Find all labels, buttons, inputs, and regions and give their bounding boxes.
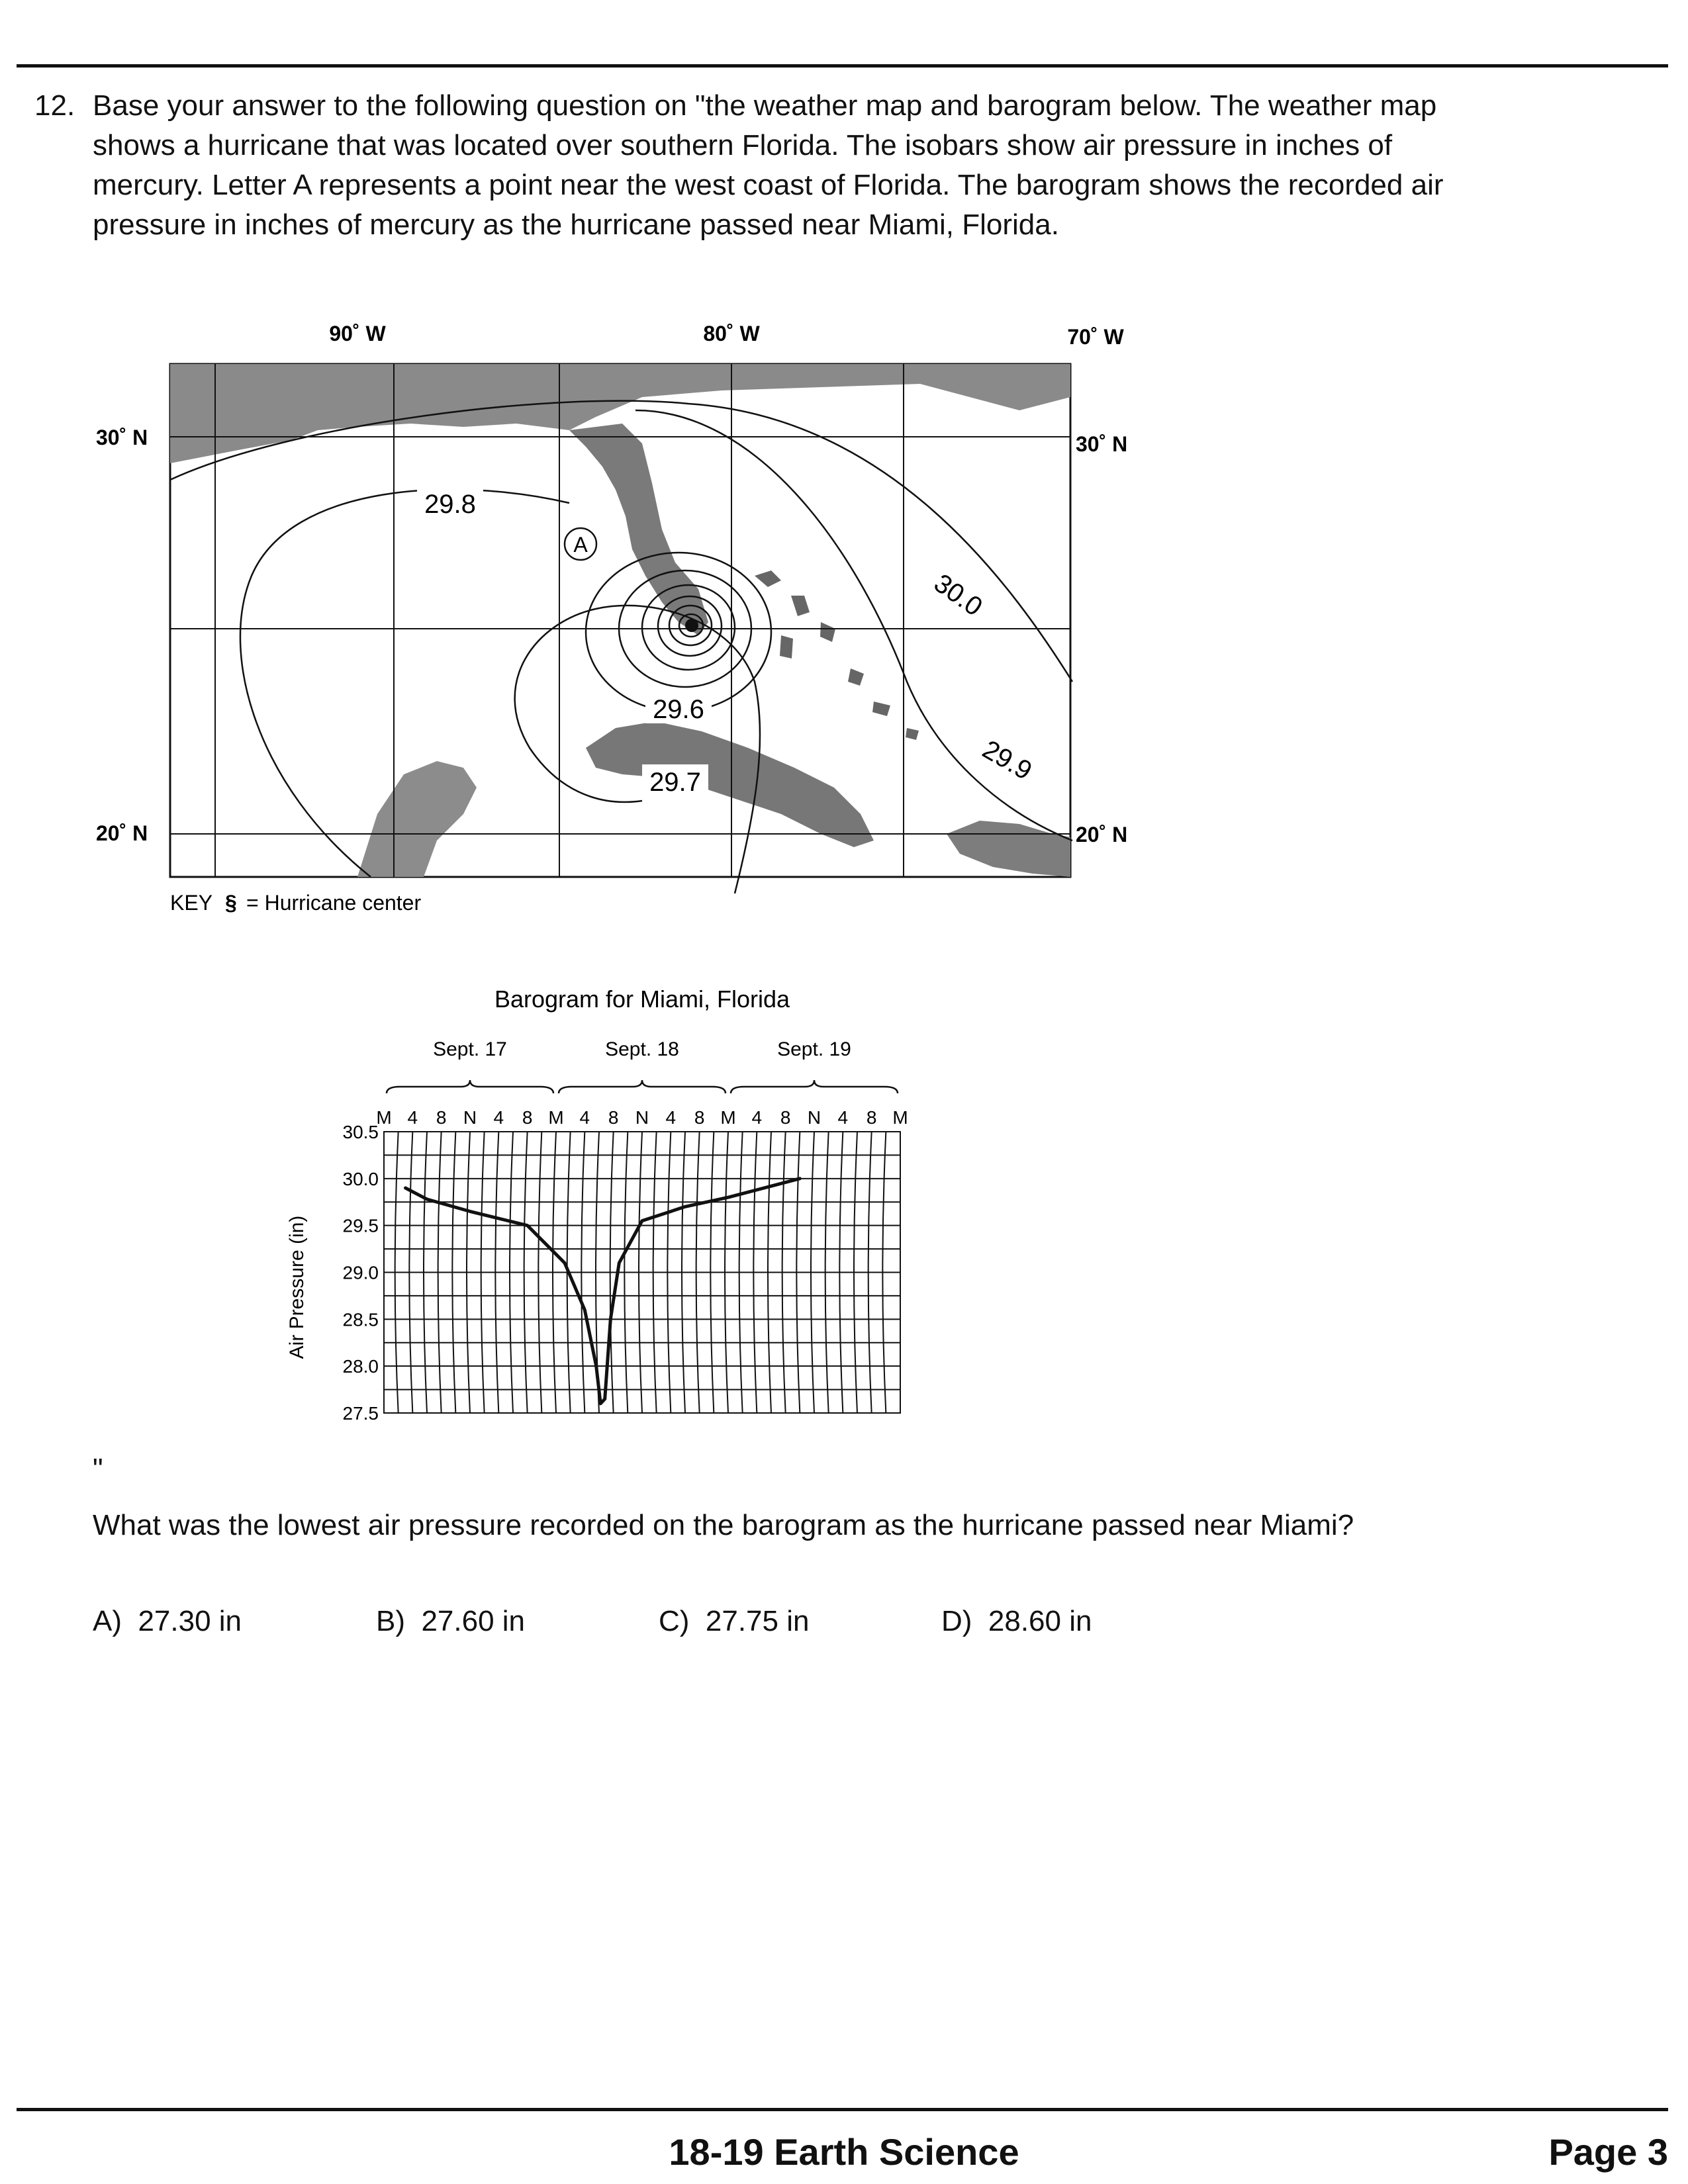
time-tick-label: M — [892, 1107, 908, 1128]
time-tick-label: N — [463, 1107, 477, 1128]
time-tick-label: 8 — [694, 1107, 705, 1128]
point-a-label: A — [573, 533, 588, 557]
choice-text: 28.60 in — [988, 1605, 1092, 1637]
y-tick-label: 28.5 — [342, 1309, 379, 1330]
closing-quote: " — [93, 1453, 103, 1485]
y-tick-label: 28.0 — [342, 1356, 379, 1377]
hurricane-center — [685, 619, 698, 632]
land-bahamas-4 — [780, 635, 793, 659]
barogram-title: Barogram for Miami, Florida — [494, 985, 790, 1013]
isobar-label-29-6: 29.6 — [653, 695, 704, 724]
choice-c[interactable] — [659, 1602, 809, 1641]
question-prompt: What was the lowest air pressure recorded on the barogram as the hurricane passed near Miami? — [93, 1509, 1354, 1541]
time-tick-label: 8 — [780, 1107, 791, 1128]
weather-map — [96, 322, 1127, 915]
time-tick-label: 8 — [866, 1107, 877, 1128]
time-tick-label: 8 — [608, 1107, 619, 1128]
choice-b[interactable] — [376, 1602, 525, 1641]
time-tick-label: M — [376, 1107, 392, 1128]
time-tick-label: N — [807, 1107, 821, 1128]
question-stem: Base your answer to the following question on "the weather map and barogram below. The weather map shows a hurricane that was located over southern Florida. The isobars show air pressure in inches of mercury. Letter A represents a point near the west coast of Florida. The barogram shows the recorded air pressure in inches of mercury as the hurricane passed near Miami, Florida. — [93, 89, 1444, 241]
time-tick-label: 4 — [493, 1107, 504, 1128]
day-brace — [731, 1080, 898, 1093]
isobar-label-29-9: 29.9 — [977, 735, 1037, 786]
time-tick-label: 8 — [436, 1107, 447, 1128]
choice-text: 27.75 in — [705, 1605, 810, 1637]
lat-label-20n-right: 20˚ N — [1076, 823, 1128, 846]
day-labels — [433, 1038, 851, 1060]
map-key-text: = Hurricane center — [246, 891, 422, 915]
y-tick-label: 27.5 — [342, 1403, 379, 1424]
choice-text: 27.30 in — [138, 1605, 242, 1637]
time-tick-label: M — [720, 1107, 736, 1128]
choice-letter: B) — [376, 1605, 405, 1637]
time-tick-label: M — [548, 1107, 564, 1128]
choice-d[interactable] — [941, 1602, 1092, 1641]
lon-label-80w: 80˚ W — [703, 322, 760, 345]
day-label: Sept. 18 — [605, 1038, 679, 1060]
choice-letter: D) — [941, 1605, 972, 1637]
choice-letter: A) — [93, 1605, 122, 1637]
y-tick-label: 29.5 — [342, 1215, 379, 1236]
isobar-label-30-0: 30.0 — [928, 569, 988, 622]
time-tick-label: 4 — [837, 1107, 849, 1128]
choice-a[interactable] — [93, 1602, 242, 1641]
y-axis-label: Air Pressure (in) — [286, 1215, 308, 1359]
hurricane-symbol-icon: § — [225, 891, 237, 915]
time-tick-label: 4 — [579, 1107, 590, 1128]
isobar-label-29-7: 29.7 — [649, 768, 701, 797]
day-brace — [387, 1080, 553, 1093]
top-rule — [17, 64, 1668, 68]
lat-label-30n-right: 30˚ N — [1076, 432, 1128, 456]
choice-letter: C) — [659, 1605, 690, 1637]
barogram-grid — [384, 1132, 900, 1413]
lat-label-20n-left: 20˚ N — [96, 821, 148, 845]
time-ticks — [376, 1107, 908, 1128]
lat-label-30n-left: 30˚ N — [96, 426, 148, 449]
footer-title: 18-19 Earth Science — [669, 2131, 1019, 2173]
day-brace — [559, 1080, 726, 1093]
day-label: Sept. 19 — [777, 1038, 851, 1060]
isobar-label-29-8: 29.8 — [424, 490, 476, 519]
day-braces — [387, 1080, 898, 1093]
choice-text: 27.60 in — [421, 1605, 526, 1637]
lon-label-90w: 90˚ W — [329, 322, 386, 345]
time-tick-label: N — [635, 1107, 649, 1128]
time-tick-label: 4 — [407, 1107, 418, 1128]
lon-label-70w: 70˚ W — [1067, 325, 1124, 349]
figure — [93, 311, 1165, 1449]
question-number: 12. — [34, 89, 75, 122]
y-ticks — [343, 1122, 379, 1424]
y-tick-label: 29.0 — [342, 1262, 379, 1283]
y-tick-label: 30.5 — [342, 1122, 379, 1142]
barogram — [286, 985, 908, 1424]
time-tick-label: 8 — [522, 1107, 533, 1128]
map-key-label: KEY — [170, 891, 213, 915]
y-tick-label: 30.0 — [342, 1168, 379, 1189]
day-label: Sept. 17 — [433, 1038, 507, 1060]
bottom-rule — [17, 2108, 1668, 2111]
time-tick-label: 4 — [751, 1107, 763, 1128]
time-tick-label: 4 — [665, 1107, 677, 1128]
footer-page-number: Page 3 — [1548, 2131, 1668, 2173]
